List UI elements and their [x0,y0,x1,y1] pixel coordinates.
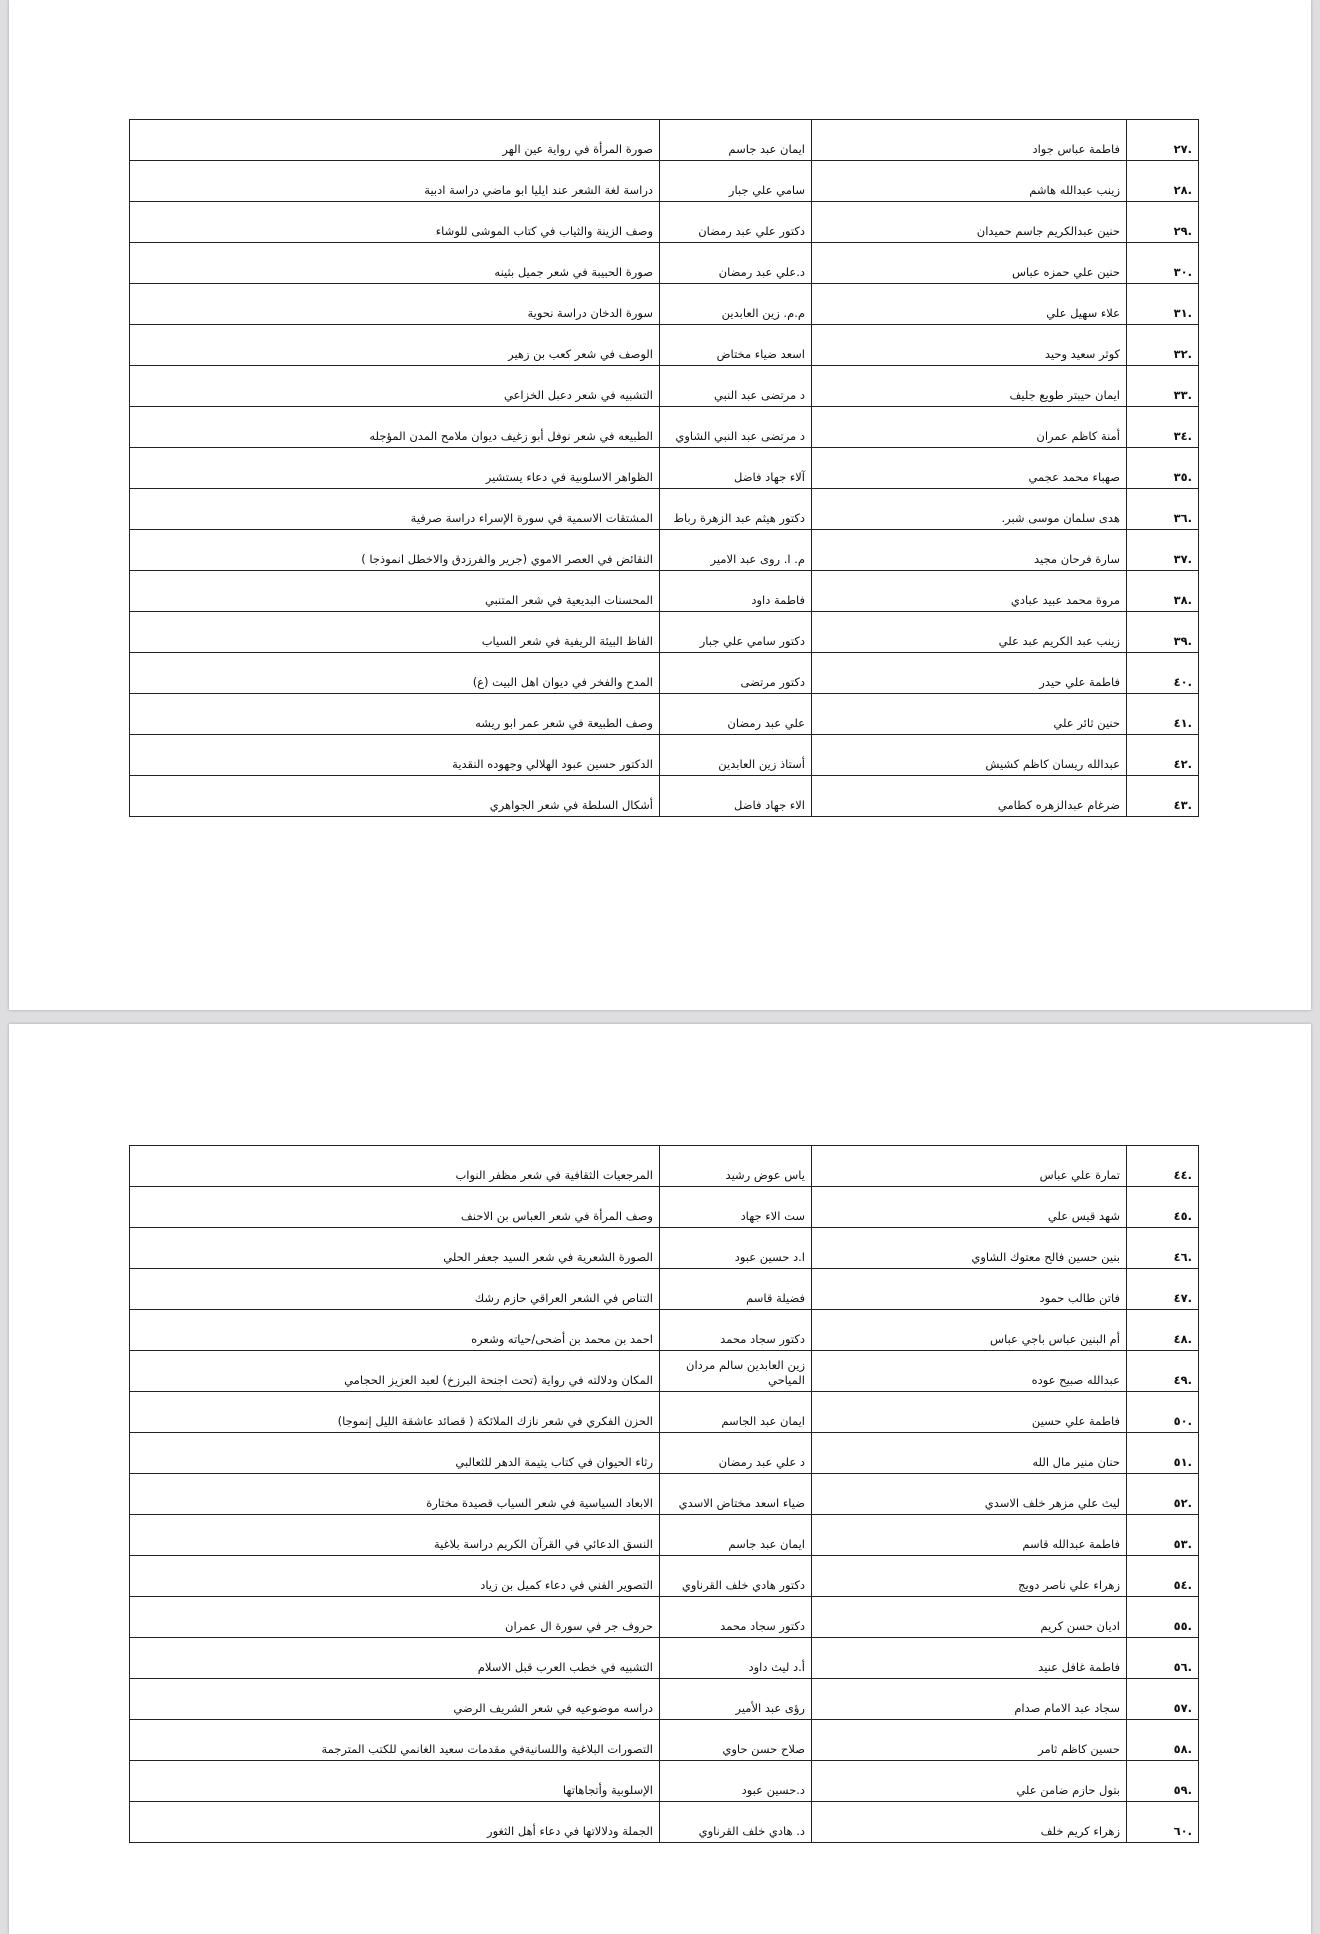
student-name: حنين عبدالكريم جاسم حميدان [812,202,1127,243]
table-row [130,1761,1199,1802]
research-title: دراسة لغة الشعر عند ايليا ابو ماضي دراسة ادبية [130,161,660,202]
student-name: هدى سلمان موسى شبر. [812,489,1127,530]
research-title: الطبيعه في شعر نوفل أبو زغيف ديوان ملامح المدن المؤجله [130,407,660,448]
supervisor-name: دكتور هيثم عبد الزهرة رباط [660,489,812,530]
table-row [130,1720,1199,1761]
row-number: .٣٩ [1127,612,1199,653]
research-title: وصف المرأة في شعر العباس بن الاحنف [130,1187,660,1228]
supervisor-name: الاء جهاد فاضل [660,776,812,817]
supervisor-name: د. هادي خلف القرناوي [660,1802,812,1843]
row-number: .٥١ [1127,1433,1199,1474]
document-page-2 [9,1024,1311,1934]
student-name: سارة فرحان مجيد [812,530,1127,571]
research-title: التصورات البلاغية واللسانيةفي مقدمات سعيد الغانمي للكتب المترجمة [130,1720,660,1761]
table-row [130,1310,1199,1351]
row-number: .٣٧ [1127,530,1199,571]
table-row [130,1556,1199,1597]
row-number: .٣٠ [1127,243,1199,284]
student-name: ضرغام عبدالزهره كطامي [812,776,1127,817]
supervisor-name: زين العابدين سالم مردان المياحي [660,1351,812,1392]
student-name: اديان حسن كريم [812,1597,1127,1638]
table-row [130,161,1199,202]
supervisor-name: د مرتضى عبد النبي [660,366,812,407]
row-number: .٥٧ [1127,1679,1199,1720]
row-number: .٥٨ [1127,1720,1199,1761]
table-row [130,202,1199,243]
student-name: مروة محمد عبيد عبادي [812,571,1127,612]
row-number: .٥٦ [1127,1638,1199,1679]
research-title: وصف الزينة والثياب في كتاب الموشى للوشاء [130,202,660,243]
table-row [130,1474,1199,1515]
row-number: .٣٤ [1127,407,1199,448]
row-number: .٢٧ [1127,120,1199,161]
student-name: زهراء كريم خلف [812,1802,1127,1843]
supervisor-name: فضيلة قاسم [660,1269,812,1310]
row-number: .٥٠ [1127,1392,1199,1433]
supervisor-name: أستاذ زين العابدين [660,735,812,776]
row-number: .٢٩ [1127,202,1199,243]
student-name: عبدالله ريسان كاظم كشيش [812,735,1127,776]
research-title: حروف جر في سورة ال عمران [130,1597,660,1638]
student-name: بتول حازم ضامن علي [812,1761,1127,1802]
row-number: .٤٠ [1127,653,1199,694]
research-title: احمد بن محمد بن أضحى/حياته وشعره [130,1310,660,1351]
row-number: .٤٩ [1127,1351,1199,1392]
supervisor-name: صلاح حسن حاوي [660,1720,812,1761]
research-title: التناص في الشعر العراقي حازم رشك [130,1269,660,1310]
research-title: صورة المرأة في رواية عين الهر [130,120,660,161]
supervisor-name: دكتور سجاد محمد [660,1310,812,1351]
student-name: بنين حسين فالح معتوك الشاوي [812,1228,1127,1269]
research-title: المشتقات الاسمية في سورة الإسراء دراسة صرفية [130,489,660,530]
row-number: .٣٢ [1127,325,1199,366]
research-title: الوصف في شعر كعب بن زهير [130,325,660,366]
row-number: .٣١ [1127,284,1199,325]
row-number: .٥٤ [1127,1556,1199,1597]
research-title: رثاء الحيوان في كتاب يتيمة الدهر للثعالبي [130,1433,660,1474]
table-row [130,571,1199,612]
supervisor-name: د مرتضى عبد النبي الشاوي [660,407,812,448]
supervisor-name: ست الاء جهاد [660,1187,812,1228]
student-name: أمنة كاظم عمران [812,407,1127,448]
row-number: .٥٢ [1127,1474,1199,1515]
row-number: .٤٣ [1127,776,1199,817]
research-title: التشبيه في خطب العرب قبل الاسلام [130,1638,660,1679]
table-row [130,1228,1199,1269]
table-body [130,120,1199,817]
table-row [130,1351,1199,1392]
table-row [130,120,1199,161]
table-row [130,1802,1199,1843]
table-row [130,1392,1199,1433]
research-title: الفاظ البيئة الريفية في شعر السياب [130,612,660,653]
supervisor-name: ايمان عبد جاسم [660,1515,812,1556]
table-row [130,325,1199,366]
row-number: .٤٢ [1127,735,1199,776]
supervisor-name: أ.د ليث داود [660,1638,812,1679]
research-title: الابعاد السياسية في شعر السياب قصيدة مختارة [130,1474,660,1515]
student-name: أم البنين عباس باجي عباس [812,1310,1127,1351]
supervisor-name: سامي علي جبار [660,161,812,202]
student-name: صهباء محمد عجمي [812,448,1127,489]
thesis-table [129,1145,1199,1843]
supervisor-name: آلاء جهاد فاضل [660,448,812,489]
student-name: زينب عبد الكريم عبد علي [812,612,1127,653]
student-name: سجاد عبد الامام صدام [812,1679,1127,1720]
table-row [130,366,1199,407]
supervisor-name: دكتور هادي خلف القرناوي [660,1556,812,1597]
row-number: .٣٣ [1127,366,1199,407]
table-row [130,653,1199,694]
student-name: فاطمة غافل عنيد [812,1638,1127,1679]
supervisor-name: د علي عبد رمضان [660,1433,812,1474]
research-title: دراسه موضوعيه في شعر الشريف الرضي [130,1679,660,1720]
supervisor-name: ايمان عبد جاسم [660,120,812,161]
research-title: سورة الدخان دراسة نحوية [130,284,660,325]
table-row [130,530,1199,571]
supervisor-name: د.علي عبد رمضان [660,243,812,284]
row-number: .٤٦ [1127,1228,1199,1269]
student-name: تمارة علي عباس [812,1146,1127,1187]
student-name: حنان منير مال الله [812,1433,1127,1474]
row-number: .٤٨ [1127,1310,1199,1351]
student-name: شهد قيس علي [812,1187,1127,1228]
row-number: .٤٤ [1127,1146,1199,1187]
supervisor-name: ضياء اسعد مختاض الاسدي [660,1474,812,1515]
row-number: .٣٥ [1127,448,1199,489]
table-row [130,1638,1199,1679]
table-row [130,489,1199,530]
student-name: فاطمة عباس جواد [812,120,1127,161]
supervisor-name: رؤى عبد الأمير [660,1679,812,1720]
table-row [130,1146,1199,1187]
research-title: الدكتور حسين عبود الهلالي وجهوده النقدية [130,735,660,776]
table-row [130,1597,1199,1638]
research-title: المحسنات البديعية في شعر المتنبي [130,571,660,612]
research-title: الإسلوبية وأتجاهاتها [130,1761,660,1802]
research-title: صورة الحبيبة في شعر جميل بثينه [130,243,660,284]
table-row [130,612,1199,653]
student-name: ايمان حيبتر طويع جليف [812,366,1127,407]
student-name: فاطمة عبدالله قاسم [812,1515,1127,1556]
research-title: أشكال السلطة في شعر الجواهري [130,776,660,817]
student-name: زينب عبدالله هاشم [812,161,1127,202]
student-name: عبدالله صبيح عوده [812,1351,1127,1392]
row-number: .٣٨ [1127,571,1199,612]
row-number: .٥٩ [1127,1761,1199,1802]
student-name: حنين علي حمزه عباس [812,243,1127,284]
row-number: .٥٥ [1127,1597,1199,1638]
research-title: النسق الدعائي في القرآن الكريم دراسة بلاغية [130,1515,660,1556]
supervisor-name: ياس عوض رشيد [660,1146,812,1187]
supervisor-name: ايمان عبد الجاسم [660,1392,812,1433]
student-name: فاتن طالب حمود [812,1269,1127,1310]
thesis-table [129,119,1199,817]
research-title: المدح والفخر في ديوان اهل البيت (ع) [130,653,660,694]
row-number: .٥٣ [1127,1515,1199,1556]
row-number: .٣٦ [1127,489,1199,530]
research-title: التشبيه في شعر دعبل الخزاعي [130,366,660,407]
student-name: زهراء علي ناصر دويج [812,1556,1127,1597]
table-row [130,735,1199,776]
table-row [130,776,1199,817]
research-title: الحزن الفكري في شعر نازك الملائكة ( قصائد عاشقة الليل إنموجا) [130,1392,660,1433]
supervisor-name: دكتور سامي علي جبار [660,612,812,653]
table-row [130,1679,1199,1720]
student-name: فاطمة علي حسين [812,1392,1127,1433]
research-title: التصوير الفني في دعاء كميل بن زياد [130,1556,660,1597]
table-row [130,1187,1199,1228]
table-row [130,694,1199,735]
supervisor-name: اسعد ضياء مختاض [660,325,812,366]
table-body [130,1146,1199,1843]
student-name: فاطمة علي حيدر [812,653,1127,694]
table-row [130,1515,1199,1556]
table-row [130,448,1199,489]
supervisor-name: دكتور مرتضى [660,653,812,694]
student-name: ليث علي مزهر خلف الاسدي [812,1474,1127,1515]
research-title: النقائض في العصر الاموي (جرير والفرزدق والاخطل انموذجا ) [130,530,660,571]
table-row [130,284,1199,325]
document-page-1 [9,0,1311,1010]
student-name: كوثر سعيد وحيد [812,325,1127,366]
row-number: .٤٧ [1127,1269,1199,1310]
research-title: الظواهر الاسلوبية في دعاء يستشير [130,448,660,489]
supervisor-name: علي عبد رمضان [660,694,812,735]
table-row [130,407,1199,448]
student-name: علاء سهيل علي [812,284,1127,325]
supervisor-name: ا.د حسين عبود [660,1228,812,1269]
student-name: حنين ثائر علي [812,694,1127,735]
row-number: .٤١ [1127,694,1199,735]
supervisor-name: م.م. زين العابدين [660,284,812,325]
supervisor-name: م. ا. روى عبد الامير [660,530,812,571]
row-number: .٤٥ [1127,1187,1199,1228]
supervisor-name: د.حسين عبود [660,1761,812,1802]
research-title: وصف الطبيعة في شعر عمر ابو ريشه [130,694,660,735]
row-number: .٦٠ [1127,1802,1199,1843]
research-title: الجملة ودلالاتها في دعاء أهل الثغور [130,1802,660,1843]
supervisor-name: فاطمة داود [660,571,812,612]
row-number: .٢٨ [1127,161,1199,202]
research-title: الصورة الشعرية في شعر السيد جعفر الحلي [130,1228,660,1269]
table-row [130,243,1199,284]
supervisor-name: دكتور علي عبد رمضان [660,202,812,243]
research-title: المرجعيات الثقافية في شعر مظفر النواب [130,1146,660,1187]
table-row [130,1269,1199,1310]
research-title: المكان ودلالته في رواية (تحت اجنحة البرزخ) لعبد العزيز الحجامي [130,1351,660,1392]
student-name: حسين كاظم ثامر [812,1720,1127,1761]
table-row [130,1433,1199,1474]
supervisor-name: دكتور سجاد محمد [660,1597,812,1638]
